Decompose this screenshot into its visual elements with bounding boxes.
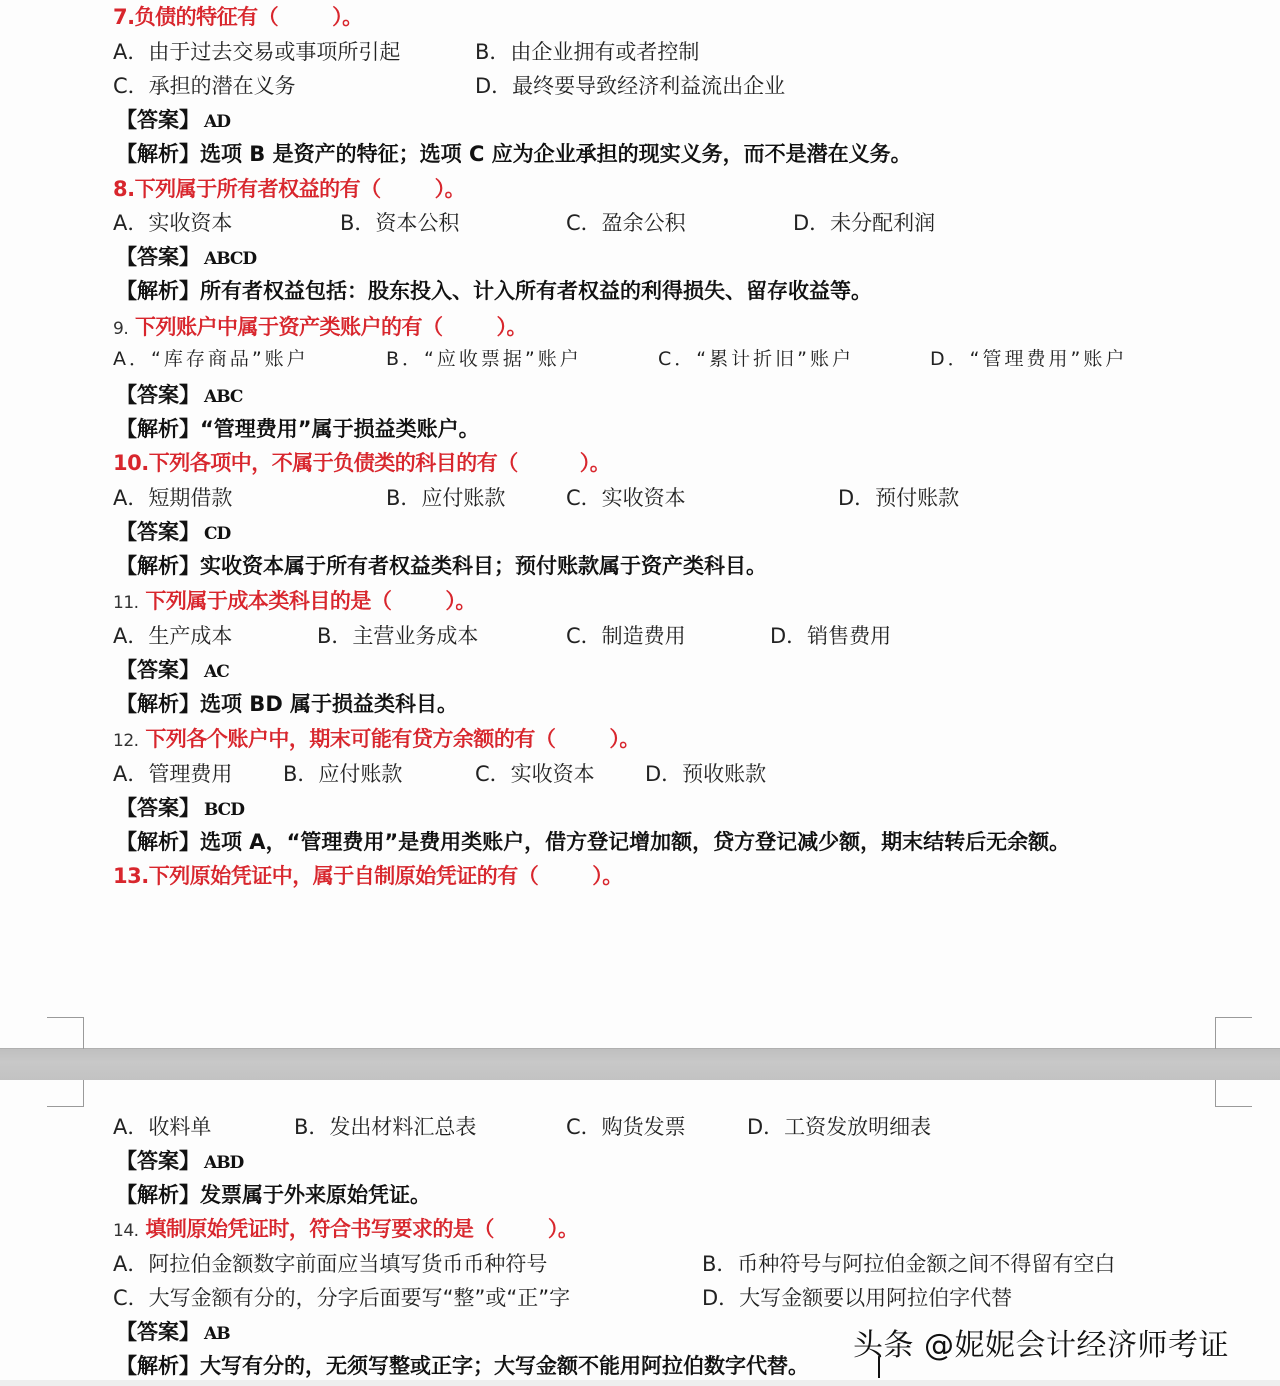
option-c: C．“累计折旧”账户 bbox=[658, 348, 854, 370]
question-10-explanation: 【解析】实收资本属于所有者权益类科目；预付账款属于资产类科目。 bbox=[116, 554, 767, 578]
question-11-stem: 11. 下列属于成本类科目的是（ ）。 bbox=[113, 589, 476, 613]
option-a: A．管理费用 bbox=[113, 762, 233, 786]
question-13-answer: 【答案】 ABD bbox=[116, 1149, 244, 1173]
option-c: C．实收资本 bbox=[475, 762, 595, 786]
option-d: D．“管理费用”账户 bbox=[930, 348, 1128, 370]
bottom-scroll-edge bbox=[0, 1380, 1280, 1386]
question-9-answer: 【答案】 ABC bbox=[116, 383, 243, 407]
question-8-stem: 8.下列属于所有者权益的有（ ）。 bbox=[113, 177, 466, 201]
option-c: C．购货发票 bbox=[566, 1115, 686, 1139]
option-a: A．短期借款 bbox=[113, 486, 233, 510]
option-a: A．收料单 bbox=[113, 1115, 212, 1139]
option-d: D．预付账款 bbox=[838, 486, 960, 510]
option-b: B．资本公积 bbox=[340, 211, 460, 235]
question-10-stem: 10.下列各项中，不属于负债类的科目的有（ ）。 bbox=[113, 451, 611, 475]
option-d: D．最终要导致经济利益流出企业 bbox=[475, 74, 786, 98]
question-7-answer: 【答案】 AD bbox=[116, 108, 230, 132]
page-corner-mark bbox=[47, 1017, 84, 1049]
question-7-stem: 7.负债的特征有（ ）。 bbox=[113, 5, 363, 29]
question-13-stem: 13.下列原始凭证中，属于自制原始凭证的有（ ）。 bbox=[113, 864, 623, 888]
option-d: D．大写金额要以用阿拉伯字代替 bbox=[702, 1286, 1013, 1310]
option-c: C．盈余公积 bbox=[566, 211, 686, 235]
question-9-explanation: 【解析】“管理费用”属于损益类账户。 bbox=[116, 417, 480, 441]
page-corner-mark bbox=[1215, 1017, 1252, 1049]
question-12-answer: 【答案】 BCD bbox=[116, 796, 244, 820]
question-13-explanation: 【解析】发票属于外来原始凭证。 bbox=[116, 1183, 431, 1207]
option-b: B．“应收票据”账户 bbox=[386, 348, 582, 370]
option-a: A．实收资本 bbox=[113, 211, 233, 235]
option-a: A．阿拉伯金额数字前面应当填写货币币种符号 bbox=[113, 1252, 548, 1276]
question-8-answer: 【答案】 ABCD bbox=[116, 245, 257, 269]
option-b: B．发出材料汇总表 bbox=[294, 1115, 477, 1139]
question-9-stem: 9. 下列账户中属于资产类账户的有（ ）。 bbox=[113, 315, 528, 339]
option-c: C．大写金额有分的，分字后面要写“整”或“正”字 bbox=[113, 1286, 571, 1310]
option-b: B．主营业务成本 bbox=[317, 624, 479, 648]
page-corner-mark bbox=[1215, 1080, 1252, 1107]
option-d: D．预收账款 bbox=[645, 762, 767, 786]
option-b: B．应付账款 bbox=[386, 486, 506, 510]
question-14-stem: 14. 填制原始凭证时，符合书写要求的是（ ）。 bbox=[113, 1217, 579, 1241]
option-c: C．实收资本 bbox=[566, 486, 686, 510]
option-a: A．生产成本 bbox=[113, 624, 233, 648]
option-d: D．未分配利润 bbox=[793, 211, 936, 235]
option-d: D．工资发放明细表 bbox=[747, 1115, 932, 1139]
question-8-explanation: 【解析】所有者权益包括：股东投入、计入所有者权益的利得损失、留存收益等。 bbox=[116, 279, 872, 303]
question-14-answer: 【答案】 AB bbox=[116, 1320, 230, 1344]
option-a: A．由于过去交易或事项所引起 bbox=[113, 40, 401, 64]
option-a: A．“库存商品”账户 bbox=[113, 348, 309, 370]
question-11-explanation: 【解析】选项 BD 属于损益类科目。 bbox=[116, 692, 459, 716]
watermark: 头条 @妮妮会计经济师考证 bbox=[853, 1328, 1230, 1363]
option-b: B．应付账款 bbox=[283, 762, 403, 786]
question-10-answer: 【答案】 CD bbox=[116, 520, 231, 544]
page-break-gap bbox=[0, 1048, 1280, 1081]
question-11-answer: 【答案】 AC bbox=[116, 658, 229, 682]
option-c: C．承担的潜在义务 bbox=[113, 74, 296, 98]
option-b: B．币种符号与阿拉伯金额之间不得留有空白 bbox=[702, 1252, 1116, 1276]
page-corner-mark bbox=[47, 1080, 84, 1107]
option-c: C．制造费用 bbox=[566, 624, 686, 648]
option-d: D．销售费用 bbox=[770, 624, 892, 648]
question-14-explanation: 【解析】大写有分的，无须写整或正字；大写金额不能用阿拉伯数字代替。 bbox=[116, 1354, 809, 1378]
question-12-stem: 12. 下列各个账户中，期末可能有贷方余额的有（ ）。 bbox=[113, 727, 640, 751]
question-7-explanation: 【解析】选项 B 是资产的特征；选项 C 应为企业承担的现实义务，而不是潜在义务。 bbox=[116, 142, 912, 166]
question-12-explanation: 【解析】选项 A，“管理费用”是费用类账户，借方登记增加额，贷方登记减少额，期末结转后无余额。 bbox=[116, 830, 1071, 854]
option-b: B．由企业拥有或者控制 bbox=[475, 40, 700, 64]
